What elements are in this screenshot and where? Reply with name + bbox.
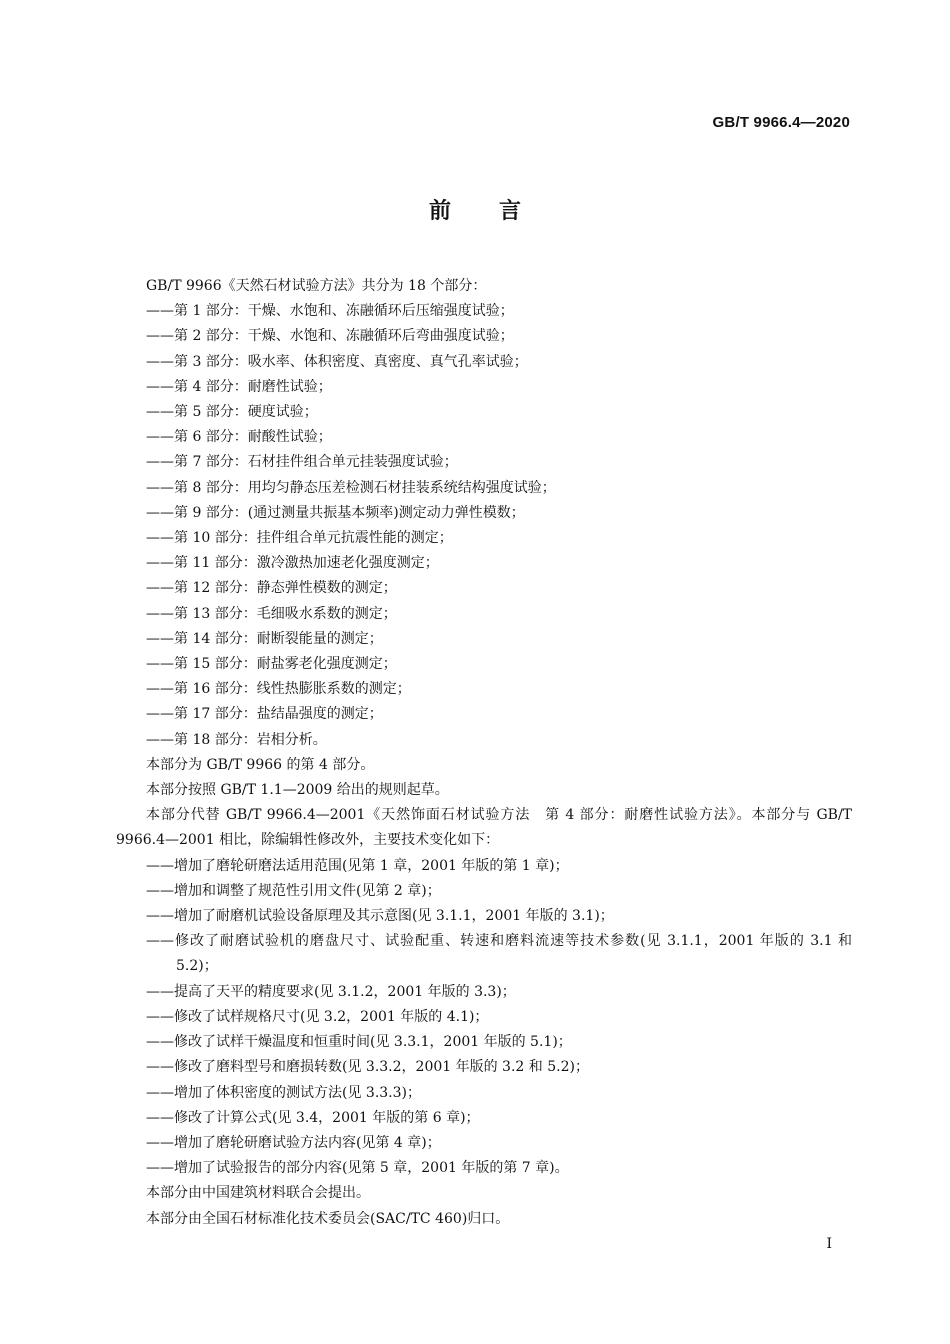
list-item: ——增加了耐磨机试验设备原理及其示意图(见 3.1.1，2001 年版的 3.1)； (146, 908, 614, 925)
list-item: ——增加和调整了规范性引用文件(见第 2 章)； (146, 882, 441, 899)
foreword-body (116, 274, 852, 1232)
list-item: ——增加了试验报告的部分内容(见第 5 章，2001 年版的第 7 章)。 (146, 1160, 569, 1177)
list-item: ——第 3 部分：吸水率、体积密度、真密度、真气孔率试验； (146, 353, 528, 370)
list-item: ——第 4 部分：耐磨性试验； (146, 378, 332, 395)
list-item: ——修改了试样干燥温度和恒重时间(见 3.3.1，2001 年版的 5.1)； (146, 1034, 572, 1051)
page-number: Ⅰ (826, 1236, 832, 1252)
list-item: ——第 9 部分：(通过测量共振基本频率)测定动力弹性模数； (146, 504, 525, 521)
list-item: ——第 13 部分：毛细吸水系数的测定； (146, 605, 397, 622)
list-item: ——第 14 部分：耐断裂能量的测定； (146, 630, 383, 647)
list-item: ——第 7 部分：石材挂件组合单元挂装强度试验； (146, 454, 458, 471)
list-item: ——第 5 部分：硬度试验； (146, 404, 318, 421)
proposed-by-paragraph: 本部分由中国建筑材料联合会提出。 (146, 1185, 370, 1202)
centralized-by-paragraph: 本部分由全国石材标准化技术委员会(SAC/TC 460)归口。 (146, 1210, 510, 1227)
drafting-paragraph: 本部分按照 GB/T 1.1—2009 给出的规则起草。 (146, 782, 449, 799)
standard-code: GB/T 9966.4—2020 (712, 114, 850, 131)
list-item: ——增加了磨轮研磨法适用范围(见第 1 章，2001 年版的第 1 章)； (146, 857, 569, 874)
list-item: ——修改了试样规格尺寸(见 3.2，2001 年版的 4.1)； (146, 1008, 489, 1025)
parts-list (116, 299, 852, 753)
this-part-paragraph: 本部分为 GB/T 9966 的第 4 部分。 (146, 756, 375, 773)
list-item: ——第 6 部分：耐酸性试验； (146, 429, 332, 446)
changes-list (116, 854, 852, 1182)
list-item: ——第 17 部分：盐结晶强度的测定； (146, 706, 383, 723)
list-item: ——增加了磨轮研磨试验方法内容(见第 4 章)； (146, 1134, 441, 1151)
list-item: ——第 18 部分：岩相分析。 (146, 731, 327, 748)
list-item: ——第 12 部分：静态弹性模数的测定； (146, 580, 397, 597)
list-item: ——修改了计算公式(见 3.4，2001 年版的第 6 章)； (146, 1109, 480, 1126)
list-item: ——增加了体积密度的测试方法(见 3.3.3)； (146, 1084, 421, 1101)
list-item: ——第 2 部分：干燥、水饱和、冻融循环后弯曲强度试验； (146, 328, 514, 345)
replacement-paragraph: 本部分代替 GB/T 9966.4—2001《天然饰面石材试验方法 第 4 部分：耐磨性试验方法》。本部分与 GB/T 9966.4—2001 相比，除编辑性修改外，主要技术变化如下： (116, 807, 852, 849)
list-item: ——第 15 部分：耐盐雾老化强度测定； (146, 656, 397, 673)
list-item: ——第 10 部分：挂件组合单元抗震性能的测定； (146, 530, 453, 547)
list-item: ——第 11 部分：激冷激热加速老化强度测定； (146, 555, 439, 572)
list-item: ——修改了磨料型号和磨损转数(见 3.3.2，2001 年版的 3.2 和 5.2)； (146, 1059, 589, 1076)
list-item: ——修改了耐磨试验机的磨盘尺寸、试验配重、转速和磨料流速等技术参数(见 3.1.1，2001 年版的 3.1 和 5.2)； (146, 933, 852, 975)
list-item: ——第 1 部分：干燥、水饱和、冻融循环后压缩强度试验； (146, 303, 514, 320)
page-title: 前言 (428, 199, 569, 224)
list-item: ——第 8 部分：用均匀静态压差检测石材挂装系统结构强度试验； (146, 479, 556, 496)
list-item: ——提高了天平的精度要求(见 3.1.2，2001 年版的 3.3)； (146, 983, 516, 1000)
intro-paragraph: GB/T 9966《天然石材试验方法》共分为 18 个部分： (146, 278, 487, 294)
list-item: ——第 16 部分：线性热膨胀系数的测定； (146, 681, 411, 698)
